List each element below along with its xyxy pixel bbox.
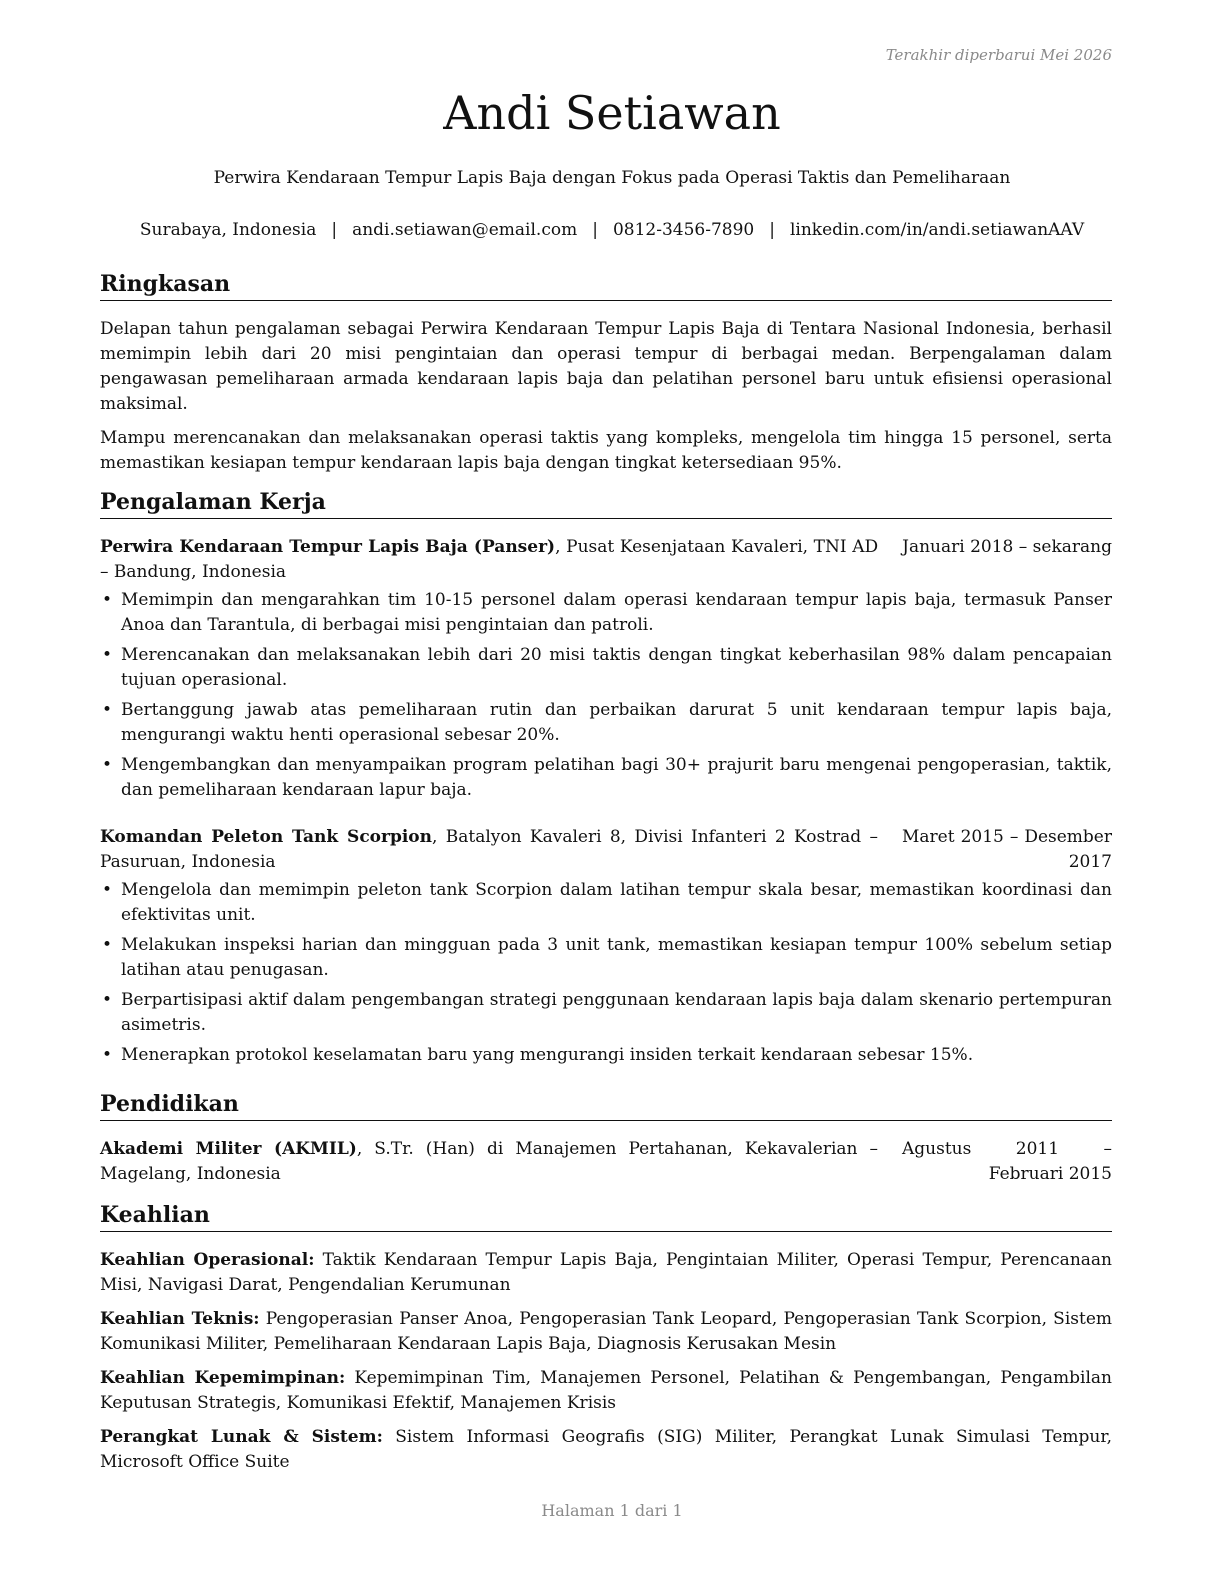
section-title-skills: Keahlian xyxy=(100,1201,1112,1232)
education-detail: , S.Tr. (Han) di Manajemen Pertahanan, Kekavalerian – Magelang, Indonesia xyxy=(100,1139,879,1184)
education-school: Akademi Militer (AKMIL) xyxy=(100,1139,357,1159)
job-bullet: • Memimpin dan mengarahkan tim 10-15 personel dalam operasi kendaraan tempur lapis baja, termasuk Panser Anoa dan Tarantula, di berbagai misi pengintaian dan patroli. xyxy=(100,588,1112,638)
contact-phone: 0812-3456-7890 xyxy=(612,220,755,240)
education-dates: Agustus 2011 – Februari 2015 xyxy=(902,1139,1112,1184)
contact-location: Surabaya, Indonesia xyxy=(139,220,317,240)
experience-section xyxy=(100,488,1112,1068)
education-header xyxy=(100,1137,1112,1187)
skill-label: Keahlian Teknis: xyxy=(100,1309,260,1329)
last-updated: Terakhir diperbarui Mei 2026 xyxy=(885,46,1112,64)
education-line xyxy=(100,1137,878,1187)
skill-label: Keahlian Kepemimpinan: xyxy=(100,1368,346,1388)
job-header xyxy=(100,825,1112,875)
page-number: Halaman 1 dari 1 xyxy=(541,1501,683,1520)
job-bullet: • Bertanggung jawab atas pemeliharaan rutin dan perbaikan darurat 5 unit kendaraan tempur lapis baja, mengurangi waktu henti operasional sebesar 20%. xyxy=(100,698,1112,748)
summary-paragraph: Mampu merencanakan dan melaksanakan operasi taktis yang kompleks, mengelola tim hingga 15 personel, serta memastikan kesiapan tempur kendaraan lapis baja dengan tingkat ketersediaan 95%. xyxy=(100,428,1112,473)
skill-label: Perangkat Lunak & Sistem: xyxy=(100,1427,383,1447)
headline: Perwira Kendaraan Tempur Lapis Baja dengan Fokus pada Operasi Taktis dan Pemeliharaan xyxy=(213,168,1011,188)
section-title-education: Pendidikan xyxy=(100,1090,1112,1121)
skills-section xyxy=(100,1201,1112,1475)
resume-body xyxy=(100,270,1112,1487)
section-title-summary: Ringkasan xyxy=(100,270,1112,301)
job-role: Komandan Peleton Tank Scorpion xyxy=(100,827,433,847)
skill-items: Kepemimpinan Tim, Manajemen Personel, Pelatihan & Pengembangan, Pengambilan Keputusan Strategis, Komunikasi Efektif, Manajemen Krisis xyxy=(100,1368,1112,1413)
contact-line xyxy=(0,220,1224,240)
skill-group xyxy=(100,1248,1112,1298)
skill-group xyxy=(100,1366,1112,1416)
contact-separator: | xyxy=(769,220,775,240)
contact-linkedin-link[interactable]: linkedin.com/in/andi.setiawanAAV xyxy=(789,220,1085,240)
section-title-experience: Pengalaman Kerja xyxy=(100,488,1112,519)
job-dates: Januari 2018 – sekarang xyxy=(902,537,1112,557)
job-bullet: • Berpartisipasi aktif dalam pengembangan strategi penggunaan kendaraan lapis baja dalam skenario pertempuran asimetris. xyxy=(100,988,1112,1038)
job-organization: , Pusat Kesenjataan Kavaleri, TNI AD – Bandung, Indonesia xyxy=(100,537,879,582)
job-header xyxy=(100,535,1112,585)
candidate-name: Andi Setiawan xyxy=(443,86,781,140)
job-dates: Maret 2015 – Desember 2017 xyxy=(902,827,1112,872)
job-role: Perwira Kendaraan Tempur Lapis Baja (Panser) xyxy=(100,537,556,557)
skill-items: Taktik Kendaraan Tempur Lapis Baja, Pengintaian Militer, Operasi Tempur, Perencanaan Misi, Navigasi Darat, Pengendalian Kerumunan xyxy=(100,1250,1112,1295)
job-bullets xyxy=(100,588,1112,803)
job-entry xyxy=(100,535,1112,803)
job-bullet: • Melakukan inspeksi harian dan mingguan pada 3 unit tank, memastikan kesiapan tempur 100% sebelum setiap latihan atau penugasan. xyxy=(100,933,1112,983)
education-section xyxy=(100,1090,1112,1187)
skill-group xyxy=(100,1425,1112,1475)
contact-separator: | xyxy=(592,220,598,240)
job-bullet: • Mengembangkan dan menyampaikan program pelatihan bagi 30+ prajurit baru mengenai pengoperasian, taktik, dan pemeliharaan kendaraan lapur baja. xyxy=(100,753,1112,803)
summary-paragraph: Delapan tahun pengalaman sebagai Perwira Kendaraan Tempur Lapis Baja di Tentara Nasional Indonesia, berhasil memimpin lebih dari 20 misi pengintaian dan operasi tempur di berbagai medan. Berpengalaman dalam pengawasan pemeliharaan armada kendaraan lapis baja dan pelatihan personel baru untuk efisiensi operasional maksimal. xyxy=(100,319,1112,414)
skill-group xyxy=(100,1307,1112,1357)
skill-items: Sistem Informasi Geografis (SIG) Militer, Perangkat Lunak Simulasi Tempur, Microsoft Office Suite xyxy=(100,1427,1112,1472)
contact-separator: | xyxy=(331,220,338,240)
job-bullet: • Menerapkan protokol keselamatan baru yang mengurangi insiden terkait kendaraan sebesar 15%. xyxy=(100,1043,1112,1068)
job-entry xyxy=(100,825,1112,1068)
job-bullet: • Mengelola dan memimpin peleton tank Scorpion dalam latihan tempur skala besar, memastikan koordinasi dan efektivitas unit. xyxy=(100,878,1112,928)
skill-label: Keahlian Operasional: xyxy=(100,1250,315,1270)
contact-email-link[interactable]: andi.setiawan@email.com xyxy=(352,220,578,240)
job-title-line xyxy=(100,825,878,875)
job-bullet: • Merencanakan dan melaksanakan lebih dari 20 misi taktis dengan tingkat keberhasilan 98% dalam pencapaian tujuan operasional. xyxy=(100,643,1112,693)
skill-items: Pengoperasian Panser Anoa, Pengoperasian Tank Leopard, Pengoperasian Tank Scorpion, Sistem Komunikasi Militer, Pemeliharaan Kendaraan Lapis Baja, Diagnosis Kerusakan Mesin xyxy=(100,1309,1112,1354)
job-bullets xyxy=(100,878,1112,1068)
job-title-line xyxy=(100,535,878,585)
job-organization: , Batalyon Kavaleri 8, Divisi Infanteri 2 Kostrad – Pasuruan, Indonesia xyxy=(100,827,878,872)
summary-section xyxy=(100,270,1112,476)
